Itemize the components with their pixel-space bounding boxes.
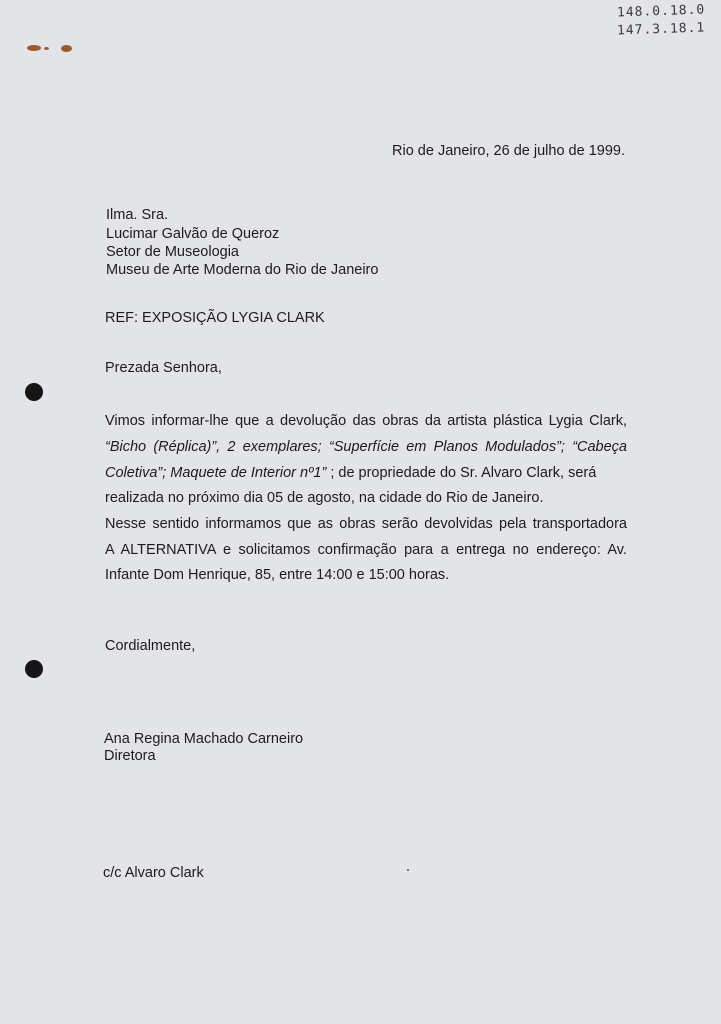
closing: Cordialmente, [105, 638, 196, 654]
recipient-institution: Museu de Arte Moderna do Rio de Janeiro [106, 262, 379, 278]
archive-code-2: 147.3.18.1 [616, 20, 706, 39]
body-line: realizada no próximo dia 05 de agosto, na cidade do Rio de Janeiro. [105, 490, 544, 506]
body-line: Vimos informar-lhe que a devolução das obras da artista plástica Lygia Clark, [105, 413, 627, 429]
archive-code-1: 148.0.18.0 [616, 2, 706, 21]
recipient-name: Lucimar Galvão de Queroz [106, 226, 280, 242]
date-line: Rio de Janeiro, 26 de julho de 1999. [392, 143, 625, 159]
rust-stain [61, 45, 72, 52]
cc-line: c/c Alvaro Clark [103, 865, 204, 881]
works-title: Coletiva”; Maquete de Interior nº1” [105, 465, 327, 481]
body-line: “Bicho (Réplica)”, 2 exemplares; “Superfície em Planos Modulados”; “Cabeça [105, 439, 627, 455]
body-line: Nesse sentido informamos que as obras serão devolvidas pela transportadora [105, 516, 627, 532]
recipient-department: Setor de Museologia [106, 244, 239, 260]
punch-hole [25, 383, 43, 401]
signatory-name: Ana Regina Machado Carneiro [104, 731, 304, 747]
speck [407, 869, 409, 871]
rust-stain [44, 47, 49, 50]
body-line [105, 463, 627, 483]
body-text: ; de propriedade do Sr. Alvaro Clark, será [326, 465, 597, 481]
rust-stain [27, 45, 41, 51]
body-line: Infante Dom Henrique, 85, entre 14:00 e 15:00 horas. [105, 567, 450, 583]
reference-line: REF: EXPOSIÇÃO LYGIA CLARK [105, 310, 325, 326]
signatory-title: Diretora [104, 748, 156, 764]
greeting: Prezada Senhora, [105, 360, 222, 376]
punch-hole [25, 660, 43, 678]
recipient-salutation-title: Ilma. Sra. [106, 207, 169, 223]
body-line: A ALTERNATIVA e solicitamos confirmação para a entrega no endereço: Av. [105, 542, 627, 558]
